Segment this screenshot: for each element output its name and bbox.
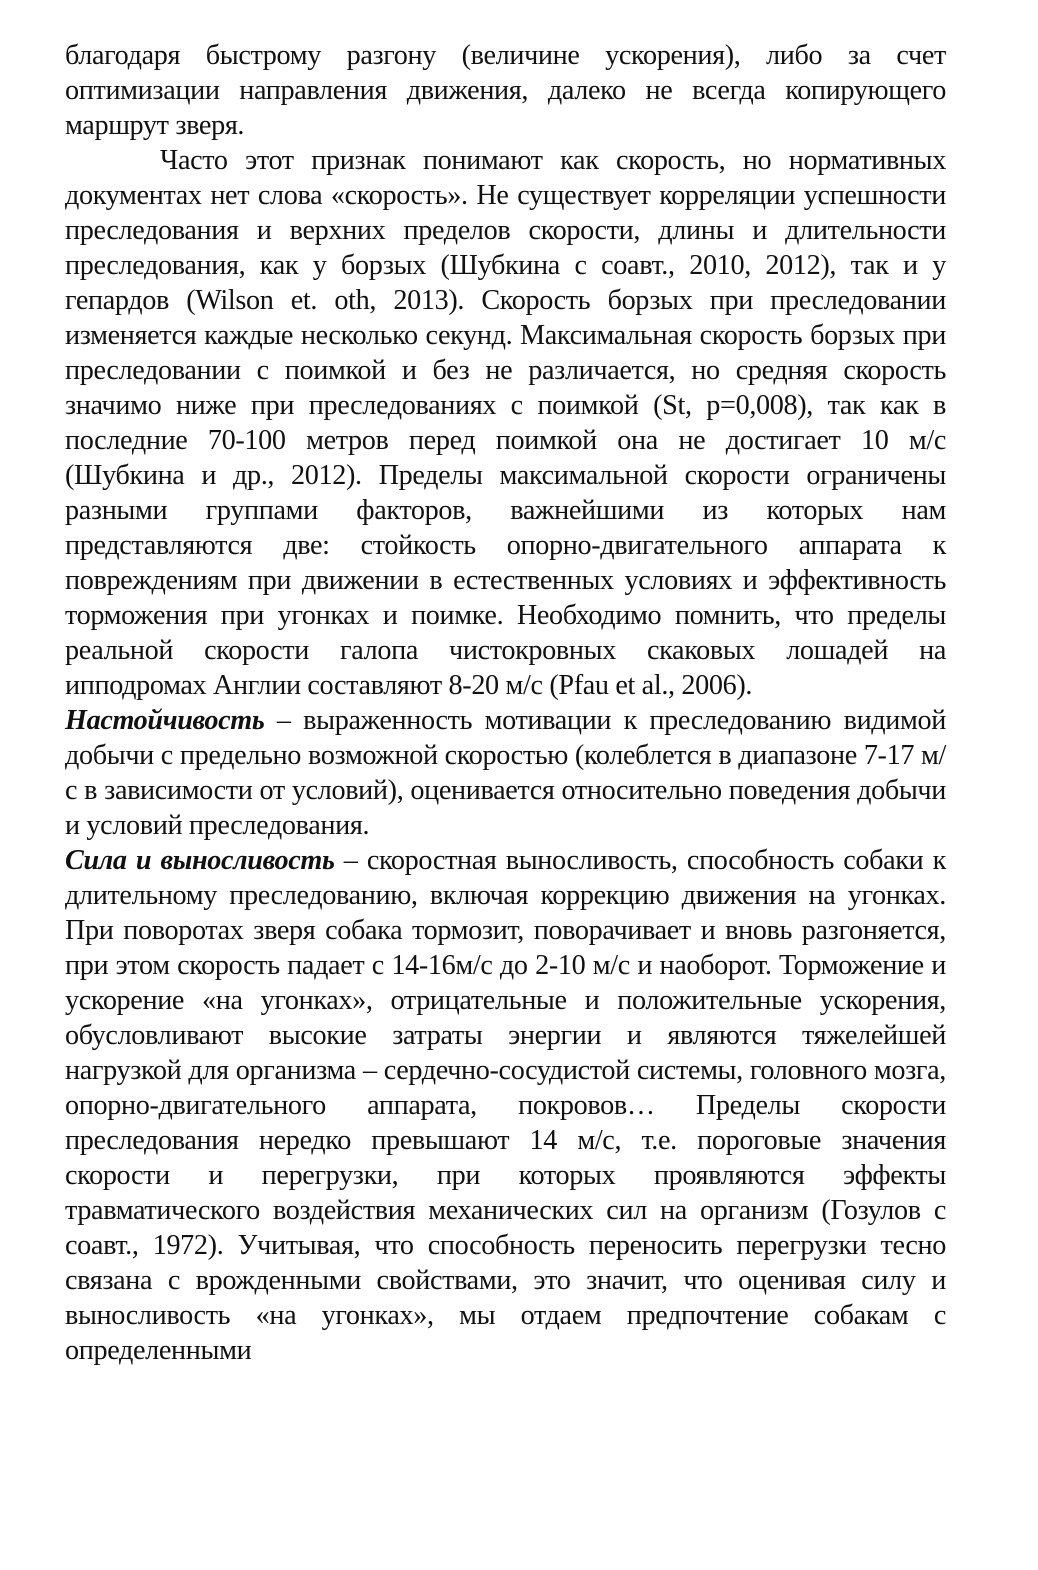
term-heading: Настойчивость (65, 705, 265, 736)
paragraph-speed (65, 143, 946, 703)
document-page (65, 38, 946, 1368)
paragraph-text: Часто этот признак понимают как скорость, но нормативных документах нет слова «скорость». Не существует корреляции успешности преследования и верхних пределов скорости, длины и длительности преследования, как у борзых (Шубкина с соавт., 2010, 2012), так и у гепардов (Wilson et. oth, 2013). Скорость борзых при преследовании изменяется каждые несколько секунд. Максимальная скорость борзых при преследовании с поимкой и без не различается, но средняя скорость значимо ниже при преследованиях с поимкой (St, p=0,008), так как в последние 70-100 метров перед поимкой она не достигает 10 м/с (Шубкина и др., 2012). Пределы максимальной скорости ограничены разными группами факторов, важнейшими из которых нам представляются две: стойкость опорно-двигательного аппарата к повреждениям при движении в естественных условиях и эффективность торможения при угонках и поимке. Необходимо помнить, что пределы реальной скорости галопа чистокровных скаковых лошадей на ипподромах Англии составляют 8-20 м/с (Pfau et al., 2006). (65, 145, 946, 701)
paragraph-strength-endurance (65, 843, 946, 1368)
paragraph-persistence (65, 703, 946, 843)
term-heading: Сила и выносливость (65, 845, 335, 876)
paragraph-text: – выраженность мотивации к преследованию видимой добычи с предельно возможной скоростью (колеблется в диапазоне 7-17 м/с в зависимости от условий), оценивается относительно поведения добычи и условий преследования. (65, 705, 946, 841)
paragraph-continuation (65, 38, 946, 143)
paragraph-text: – скоростная выносливость, способность собаки к длительному преследованию, включая коррекцию движения на угонках. При поворотах зверя собака тормозит, поворачивает и вновь разгоняется, при этом скорость падает с 14-16м/с до 2-10 м/с и наоборот. Торможение и ускорение «на угонках», отрицательные и положительные ускорения, обусловливают высокие затраты энергии и являются тяжелейшей нагрузкой для организма – сердечно-сосудистой системы, головного мозга, опорно-двигательного аппарата, покровов… Пределы скорости преследования нередко превышают 14 м/с, т.е. пороговые значения скорости и перегрузки, при которых проявляются эффекты травматического воздействия механических сил на организм (Гозулов с соавт., 1972). Учитывая, что способность переносить перегрузки тесно связана с врожденными свойствами, это значит, что оценивая силу и выносливость «на угонках», мы отдаем предпочтение собакам с определенными (65, 845, 946, 1366)
paragraph-text: благодаря быстрому разгону (величине ускорения), либо за счет оптимизации направления движения, далеко не всегда копирующего маршрут зверя. (65, 40, 946, 141)
